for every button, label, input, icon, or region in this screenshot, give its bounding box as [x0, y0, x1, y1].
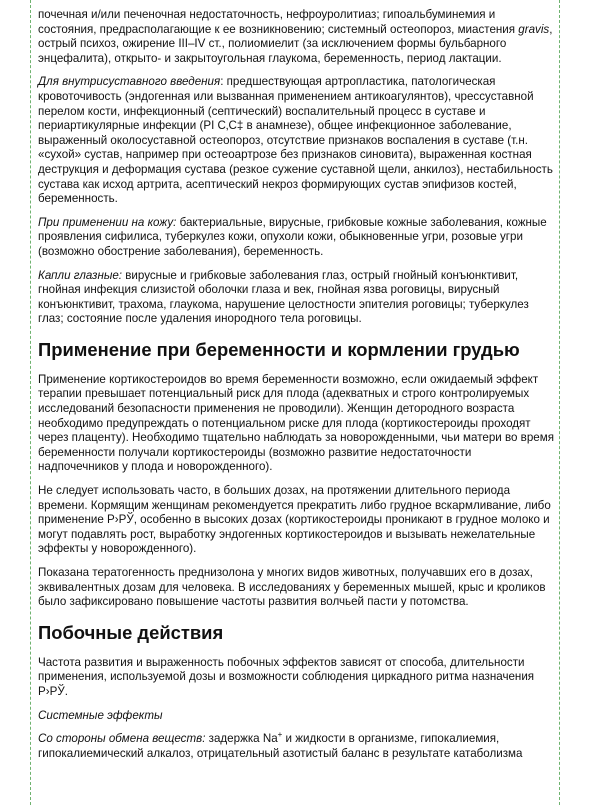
- intraarticular-label: Для внутрисуставного введения: [38, 75, 221, 89]
- paragraph-pregnancy-1: Применение кортикостероидов во время беременности возможно, если ожидаемый эффект терапии превышает потенциальный риск для плода (адекватных и строго контролируемых исследований безопасности применения не проводили). Женщин детородного возраста необходимо предупреждать о потенциальном риске для плода (кортикостероиды проходят через плаценту). Необходимо тщательно наблюдать за новорожденными, чьи матери во время беременности получали кортикостероиды (возможно развитие недостаточности надпочечников у плода и новорожденного).: [38, 372, 554, 474]
- eye-drops-label: Капли глазные:: [38, 268, 123, 282]
- gravis-term: gravis: [518, 22, 550, 36]
- metabolism-label: Со стороны обмена веществ:: [38, 732, 206, 746]
- paragraph-systemic-effects: Системные эффекты: [38, 708, 163, 722]
- paragraph-metabolism: Со стороны обмена веществ: задержка Na+ и жидкости в организме, гипокалиемия, гипокалиемический алкалоз, отрицательный азотистый баланс в результате катаболизма: [38, 730, 523, 760]
- paragraph-pregnancy-3: Показана тератогенность преднизолона у многих видов животных, получавших его в дозах, эквивалентных дозам для человека. В исследованиях у беременных мышей, крыс и кроликов было зафиксировано повышение частоты развития волчьей пасти у потомства.: [38, 566, 546, 609]
- paragraph-intro: почечная и/или печеночная недостаточность, нефроуролитиаз; гипоальбуминемия и состояния, предрасполагающие к ее возникновению; системный остеопороз, миастения gravis, острый психоз, ожирение III–IV ст., полиомиелит (за исключением формы бульбарного энцефалита), открыто- и закрытоугольная глаукома, беременность, период лактации.: [38, 8, 553, 65]
- paragraph-side-effects-1: Частота развития и выраженность побочных эффектов зависят от способа, длительности применения, используемой дозы и возможности соблюдения циркадного ритма назначения Р›РЎ.: [38, 655, 535, 698]
- document-body: [38, 8, 554, 770]
- heading-pregnancy: Применение при беременности и кормлении грудью: [38, 338, 520, 360]
- paragraph-intraarticular: Для внутрисуставного введения: предшествующая артропластика, патологическая кровоточивость (эндогенная или вызванная применением антикоагулянтов), чрессуставной перелом кости, инфекционный (септический) воспалительный процесс в суставе и периартикулярные инфекции (РІ С‚С‡ в анамнезе), общее инфекционное заболевание, выраженный околосуставной остеопороз, отсутствие признаков воспаления в суставе (т.н. «сухой» сустав, например при остеоартрозе без признаков синовита), выраженная костная деструкция и деформация сустава (резкое сужение суставной щели, анкилоз), нестабильность сустава как исход артрита, асептический некроз формирующих сустав эпифизов костей, беременность.: [38, 75, 553, 206]
- paragraph-eye-drops: Капли глазные: вирусные и грибковые заболевания глаз, острый гнойный конъюнктивит, гнойная инфекция слизистой оболочки глаза и век, гнойная язва роговицы, вирусный конъюнктивит, трахома, глаукома, нарушение целостности эпителия роговицы; туберкулез глаз; состояние после удаления инородного тела роговицы.: [38, 268, 529, 326]
- skin-label: При применении на кожу:: [38, 215, 177, 229]
- heading-side-effects: Побочные действия: [38, 621, 224, 643]
- paragraph-skin: При применении на кожу: бактериальные, вирусные, грибковые кожные заболевания, кожные проявления сифилиса, туберкулез кожи, опухоли кожи, обыкновенные угри, розовые угри (возможно обострение заболевания), беременность.: [38, 215, 547, 258]
- paragraph-pregnancy-2: Не следует использовать часто, в больших дозах, на протяжении длительного периода времени. Кормящим женщинам рекомендуется прекратить либо грудное вскармливание, либо применение Р›РЎ, особенно в высоких дозах (кортикостероиды проникают в грудное молоко и могут подавлять рост, выработку эндогенных кортикостероидов и вызывать нежелательные эффекты у новорожденного).: [38, 484, 551, 556]
